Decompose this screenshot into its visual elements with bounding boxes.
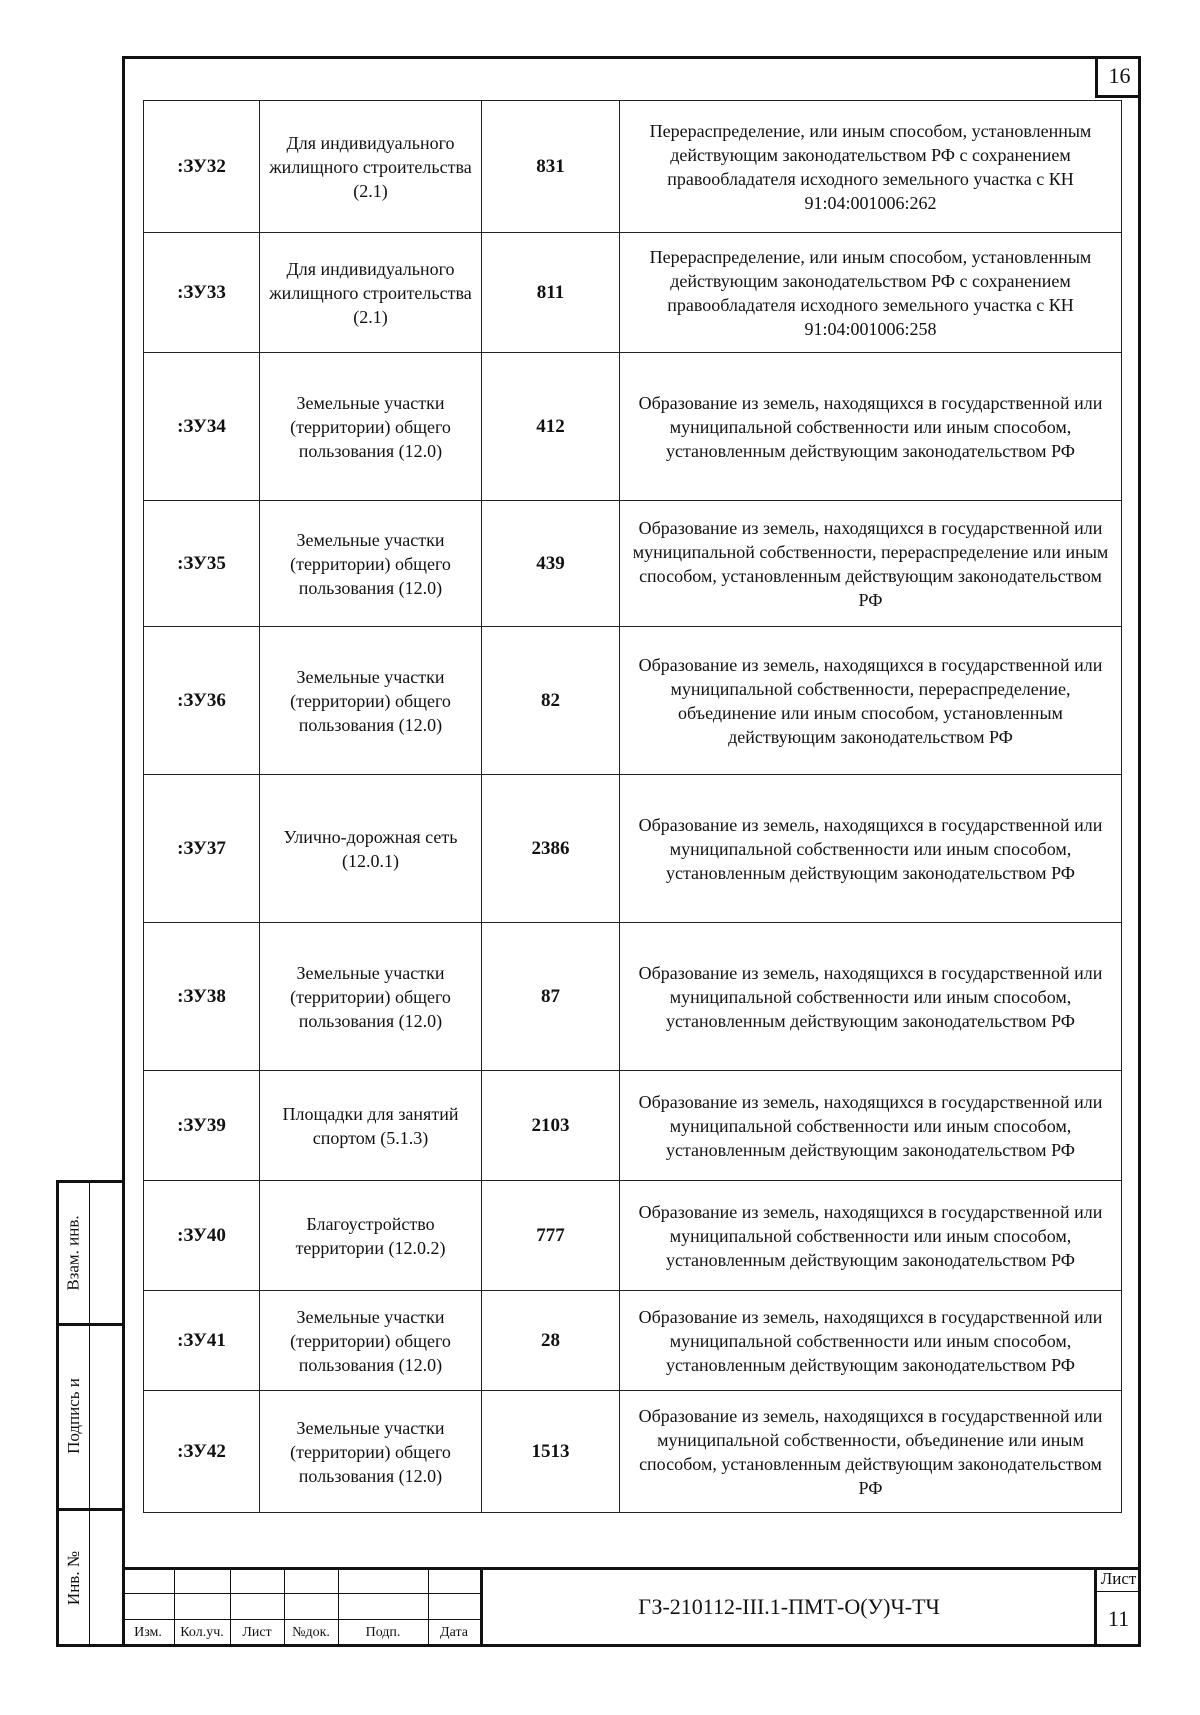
plot-id: :ЗУ42 (144, 1391, 260, 1513)
plot-area: 2103 (482, 1071, 620, 1181)
plot-method: Образование из земель, находящихся в государственной или муниципальной собственности или иным способом, установленным действующим законодательством РФ (620, 1291, 1122, 1391)
margin-inv-no: Инв. № (64, 1550, 83, 1605)
plot-method: Перераспределение, или иным способом, установленным действующим законодательством РФ с сохранением правообладателя исходного земельного участка с КН 91:04:001006:258 (620, 233, 1122, 353)
document-code: ГЗ-210112-III.1-ПМТ-О(У)Ч-ТЧ (638, 1594, 940, 1619)
title-block (122, 1567, 1141, 1647)
tb-header-data: Дата (440, 1625, 468, 1640)
plot-area: 2386 (482, 775, 620, 923)
plot-area: 1513 (482, 1391, 620, 1513)
plot-use: Земельные участки (территории) общего пользования (12.0) (260, 501, 482, 627)
plot-use: Земельные участки (территории) общего пользования (12.0) (260, 1391, 482, 1513)
table-row (144, 1071, 1122, 1181)
plot-area: 82 (482, 627, 620, 775)
plot-use: Для индивидуального жилищного строительства (2.1) (260, 233, 482, 353)
plot-id: :ЗУ39 (144, 1071, 260, 1181)
plot-method: Образование из земель, находящихся в государственной или муниципальной собственности или иным способом, установленным действующим законодательством РФ (620, 1181, 1122, 1291)
plot-use: Благоустройство территории (12.0.2) (260, 1181, 482, 1291)
plot-use: Земельные участки (территории) общего пользования (12.0) (260, 353, 482, 501)
land-plots-table (143, 100, 1122, 1513)
plot-method: Образование из земель, находящихся в государственной или муниципальной собственности или иным способом, установленным действующим законодательством РФ (620, 923, 1122, 1071)
plot-id: :ЗУ40 (144, 1181, 260, 1291)
plot-id: :ЗУ35 (144, 501, 260, 627)
table-row (144, 923, 1122, 1071)
table-row (144, 627, 1122, 775)
plot-use: Для индивидуального жилищного строительства (2.1) (260, 101, 482, 233)
plot-use: Земельные участки (территории) общего пользования (12.0) (260, 923, 482, 1071)
page-number: 16 (1095, 56, 1141, 98)
tb-header-kol-uch: Кол.уч. (180, 1625, 224, 1640)
sheet-number: 11 (1107, 1606, 1130, 1631)
plot-method: Перераспределение, или иным способом, установленным действующим законодательством РФ с сохранением правообладателя исходного земельного участка с КН 91:04:001006:262 (620, 101, 1122, 233)
plot-area: 831 (482, 101, 620, 233)
plot-id: :ЗУ37 (144, 775, 260, 923)
table-row (144, 775, 1122, 923)
plot-method: Образование из земель, находящихся в государственной или муниципальной собственности, объединение или иным способом, установленным действующим законодательством РФ (620, 1391, 1122, 1513)
margin-podpis: Подпись и (64, 1377, 83, 1454)
plot-area: 811 (482, 233, 620, 353)
margin-signature-strip (56, 1180, 122, 1647)
table-row (144, 501, 1122, 627)
plot-id: :ЗУ33 (144, 233, 260, 353)
plot-id: :ЗУ34 (144, 353, 260, 501)
plot-method: Образование из земель, находящихся в государственной или муниципальной собственности, перераспределение или иным способом, установленным действующим законодательством РФ (620, 501, 1122, 627)
plot-use: Улично-дорожная сеть (12.0.1) (260, 775, 482, 923)
tb-header-n-dok: №док. (292, 1625, 330, 1640)
table-row (144, 1391, 1122, 1513)
plot-area: 412 (482, 353, 620, 501)
table-row (144, 1291, 1122, 1391)
tb-header-list: Лист (242, 1625, 272, 1640)
plot-area: 87 (482, 923, 620, 1071)
plot-use: Земельные участки (территории) общего пользования (12.0) (260, 627, 482, 775)
tb-header-izm: Изм. (134, 1625, 162, 1640)
plot-use: Площадки для занятий спортом (5.1.3) (260, 1071, 482, 1181)
plot-id: :ЗУ32 (144, 101, 260, 233)
table-row (144, 1181, 1122, 1291)
table-row (144, 233, 1122, 353)
table-row (144, 101, 1122, 233)
plot-method: Образование из земель, находящихся в государственной или муниципальной собственности или иным способом, установленным действующим законодательством РФ (620, 775, 1122, 923)
plot-method: Образование из земель, находящихся в государственной или муниципальной собственности или иным способом, установленным действующим законодательством РФ (620, 353, 1122, 501)
plot-id: :ЗУ41 (144, 1291, 260, 1391)
plot-id: :ЗУ36 (144, 627, 260, 775)
sheet-label: Лист (1100, 1569, 1137, 1588)
plot-area: 777 (482, 1181, 620, 1291)
margin-vzam-inv: Взам. инв. (64, 1215, 83, 1291)
tb-header-podp: Подп. (365, 1625, 401, 1640)
plot-area: 439 (482, 501, 620, 627)
plot-method: Образование из земель, находящихся в государственной или муниципальной собственности, перераспределение, объединение или иным способом, установленным действующим законодательством РФ (620, 627, 1122, 775)
plot-id: :ЗУ38 (144, 923, 260, 1071)
plot-method: Образование из земель, находящихся в государственной или муниципальной собственности или иным способом, установленным действующим законодательством РФ (620, 1071, 1122, 1181)
plot-use: Земельные участки (территории) общего пользования (12.0) (260, 1291, 482, 1391)
table-row (144, 353, 1122, 501)
plot-area: 28 (482, 1291, 620, 1391)
